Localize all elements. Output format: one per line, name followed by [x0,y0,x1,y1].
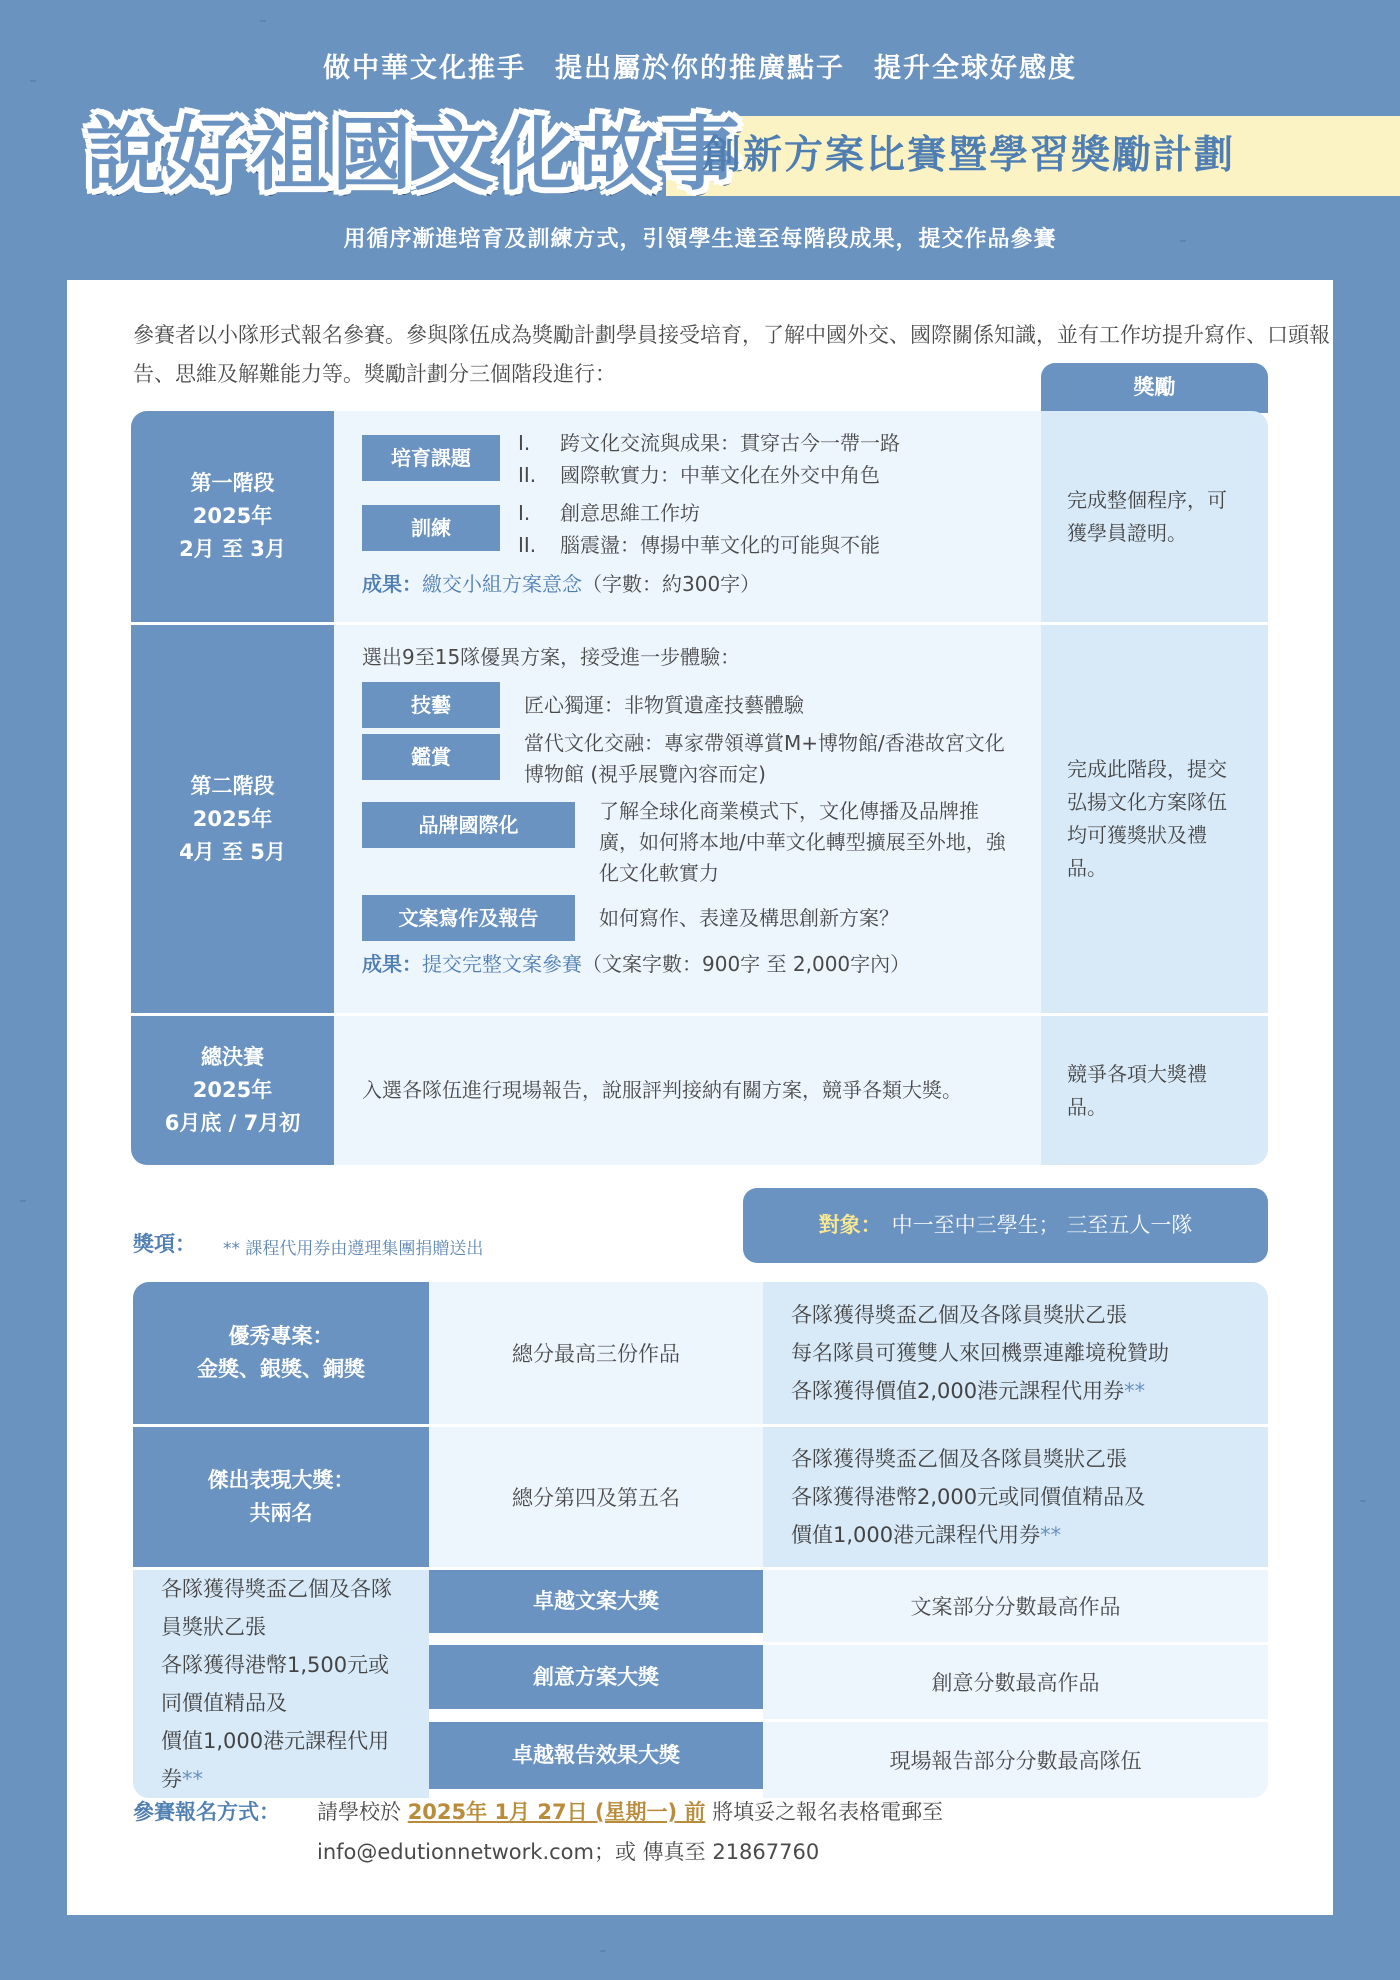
footnote-marker: ** [1124,1379,1146,1403]
stage-year: 2025年 [192,504,273,528]
stage-1-content [334,411,1041,622]
topic-item [362,431,1013,491]
registration-text: 將填妥之報名表格電郵至 [705,1800,944,1824]
awards-heading: 獎項： [133,1232,196,1256]
deadline-date: 2025年 1月 27日 (星期一) 前 [407,1800,706,1824]
award-name-cell [429,1722,763,1789]
target-value: 中一至中三學生； 三至五人一隊 [891,1213,1193,1237]
result-label: 成果： [362,572,422,596]
award-criteria: 總分第四及第五名 [429,1427,763,1570]
stage-row-final [131,1016,1268,1165]
stage-period: 6月底 / 7月初 [164,1111,301,1135]
footnote-marker: ** [1040,1523,1062,1547]
stage-2-result [362,947,1013,981]
contact-line: info@edutionnetwork.com；或 傳真至 21867760 [317,1840,820,1864]
stage-2-label [131,625,334,1013]
roman-numeral: I. [518,431,531,455]
roman-numeral: II. [518,533,537,557]
texture-speck [1360,1500,1366,1502]
prize-line: 價值1,000港元課程代用券 [161,1729,390,1791]
topic-line: 國際軟實力：中華文化在外交中角色 [560,463,880,487]
texture-speck [20,1200,26,1202]
award-name: 創意方案大獎 [533,1664,659,1689]
stage-name: 第一階段 [190,471,275,495]
tag-appreciation: 鑑賞 [362,734,500,780]
stage-name: 第二階段 [190,773,275,798]
training-list [518,497,880,561]
award-subname: 金獎、銀獎、銅獎 [197,1357,365,1381]
experience-item [362,799,1013,889]
award-name-cell [429,1645,763,1712]
final-content [334,1016,1041,1165]
copywriting-desc: 如何寫作、表達及構思創新方案？ [599,906,899,930]
award-criteria: 文案部分分數最高作品 [763,1570,1268,1645]
stage-1-label [131,411,334,622]
header-slogan: 做中華文化推手 提出屬於你的推廣點子 提升全球好感度 [323,53,1077,84]
result-highlight: 繳交小組方案意念 [422,572,582,596]
topic-line: 跨文化交流與成果：貫穿古今一帶一路 [560,431,900,455]
training-line: 創意思維工作坊 [560,501,700,525]
craft-desc: 匠心獨運：非物質遺產技藝體驗 [524,693,804,717]
experience-item [362,682,1013,728]
stage-name: 總決賽 [201,1045,264,1069]
award-criteria: 總分最高三份作品 [429,1282,763,1427]
registration-section [133,1792,1217,1872]
content-card [67,280,1333,1915]
target-audience-pill [743,1188,1268,1263]
prize-line: 各隊獲得港幣1,500元或同價值精品及 [161,1653,390,1715]
prize-line: 各隊獲得獎盃乙個及各隊員獎狀乙張 [791,1447,1127,1471]
stage-2-lead: 選出9至15隊優異方案，接受進一步體驗： [362,645,741,669]
reward-column-header: 獎勵 [1041,363,1268,413]
stage-1-reward: 完成整個程序，可獲學員證明。 [1041,411,1268,622]
experience-item [362,731,1013,790]
stage-1-result [362,567,1013,601]
roman-numeral: II. [518,463,537,487]
awards-table [133,1282,1268,1798]
awards-footnote: ** 課程代用券由遵理集團捐贈送出 [223,1239,484,1259]
award-prize-cell-merged [133,1570,429,1798]
intro-paragraph: 參賽者以小隊形式報名參賽。參與隊伍成為獎勵計劃學員接受培育，了解中國外交、國際關係知識，並有工作坊提升寫作、口頭報告、思維及解難能力等。獎勵計劃分三個階段進行： [133,323,1330,386]
footnote-marker: ** [182,1767,203,1791]
registration-body [317,1792,1217,1872]
final-desc: 入選各隊伍進行現場報告，說服評判接納有關方案，競爭各類大獎。 [362,1078,962,1102]
award-name: 優秀專案： [228,1324,334,1348]
stage-period: 2月 至 3月 [179,537,286,561]
prize-line: 各隊獲得獎盃乙個及各隊員獎狀乙張 [161,1577,392,1639]
tag-branding: 品牌國際化 [362,802,575,848]
prize-line: 各隊獲得港幣2,000元或同價值精品及 [791,1485,1146,1509]
training-item [362,501,1013,561]
texture-speck [600,1950,606,1952]
final-reward: 競爭各項大獎禮品。 [1041,1016,1268,1165]
award-name: 傑出表現大獎： [207,1468,355,1492]
award-name: 卓越報告效果大獎 [512,1742,680,1767]
header-tagline: 用循序漸進培育及訓練方式，引領學生達至每階段成果，提交作品參賽 [343,227,1057,252]
texture-speck [260,20,266,22]
tag-copywriting: 文案寫作及報告 [362,895,575,941]
tag-craft: 技藝 [362,682,500,728]
award-name-cell [429,1570,763,1636]
experience-item [362,895,1013,941]
stage-year: 2025年 [192,1078,273,1102]
page-title: 說好祖國文化故事 [86,108,742,201]
result-highlight: 提交完整文案參賽 [422,952,582,976]
tag-topics: 培育課題 [362,435,500,481]
appreciation-desc: 當代文化交融：專家帶領導賞M+博物館/香港故宮文化博物館 (視乎展覽內容而定) [524,731,1005,786]
final-label [131,1016,334,1165]
title-banner [86,110,1316,200]
registration-text: 請學校於 [317,1800,408,1824]
result-detail: （文案字數：900字 至 2,000字內） [582,952,911,976]
result-label: 成果： [362,952,422,976]
prize-line: 每名隊員可獲雙人來回機票連離境稅贊助 [791,1341,1169,1365]
stage-year: 2025年 [192,806,273,831]
stage-period: 4月 至 5月 [179,839,286,864]
prize-line: 各隊獲得獎盃乙個及各隊員獎狀乙張 [791,1303,1127,1327]
training-line: 腦震盪：傳揚中華文化的可能與不能 [560,533,880,557]
tag-training: 訓練 [362,505,500,551]
award-prize-cell [763,1427,1268,1570]
prize-line: 價值1,000港元課程代用券 [791,1523,1041,1547]
roman-numeral: I. [518,501,531,525]
award-prize-cell [763,1282,1268,1427]
award-name: 卓越文案大獎 [533,1589,659,1613]
award-name-cell [133,1427,429,1570]
stage-2-reward: 完成此階段，提交弘揚文化方案隊伍均可獲獎狀及禮品。 [1041,625,1268,1013]
award-criteria: 現場報告部分分數最高隊伍 [763,1722,1268,1798]
stage-row-2 [131,625,1268,1016]
prize-line: 各隊獲得價值2,000港元課程代用券 [791,1379,1125,1403]
topic-list [518,427,900,491]
stage-row-1 [131,411,1268,625]
registration-label: 參賽報名方式： [133,1800,280,1824]
award-name-cell [133,1282,429,1427]
stage-table [131,411,1268,1165]
result-detail: （字數：約300字） [582,572,761,596]
award-subname: 共兩名 [249,1501,313,1525]
award-criteria: 創意分數最高作品 [763,1645,1268,1721]
page-subtitle: 創新方案比賽暨學習獎勵計劃 [702,133,1236,178]
target-label: 對象： [818,1213,882,1237]
stage-2-content [334,625,1041,1013]
branding-desc: 了解全球化商業模式下，文化傳播及品牌推廣，如何將本地/中華文化轉型擴展至外地，強化文化軟實力 [599,799,1006,885]
